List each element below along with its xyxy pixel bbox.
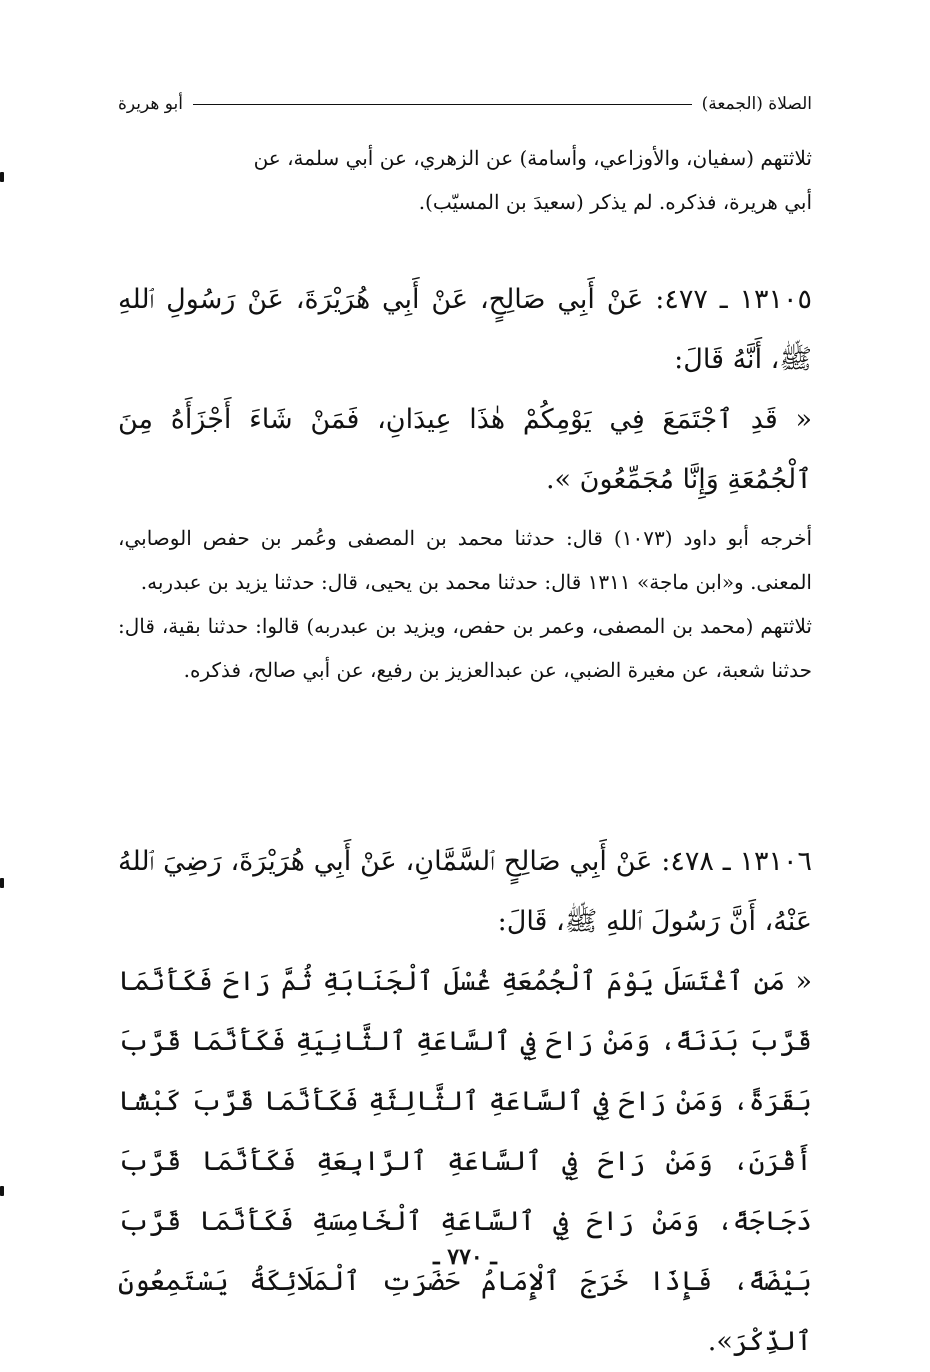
hadith-13106 xyxy=(118,832,812,1372)
scan-edge-mark xyxy=(0,878,4,888)
hadith-13106-isnad: ١٣١٠٦ ـ ٤٧٨: عَنْ أَبِي صَالِحٍ ٱلسَّمَّانِ، عَنْ أَبِي هُرَيْرَةَ، رَضِيَ ٱللهُ عَنْهُ، أَنَّ رَسُولَ ٱللهِ ﷺ، قَالَ: xyxy=(118,846,812,937)
hadith-13105-isnad: ١٣١٠٥ ـ ٤٧٧: عَنْ أَبِي صَالِحٍ، عَنْ أَبِي هُرَيْرَةَ، عَنْ رَسُولِ ٱللهِ ﷺ، أَنَّهُ قَالَ: xyxy=(118,284,813,375)
scan-edge-mark xyxy=(0,172,4,182)
header-rule xyxy=(193,104,692,105)
intro-paragraph xyxy=(118,136,812,224)
intro-line-1: ثلاثتهم (سفيان، والأوزاعي، وأسامة) عن الزهري، عن أبي سلمة، عن xyxy=(253,146,812,170)
scan-edge-mark xyxy=(0,1186,4,1196)
takhrij-13105 xyxy=(118,516,812,692)
intro-line-2: أبي هريرة، فذكره. لم يذكر (سعيدَ بن المسيّب). xyxy=(418,190,812,214)
hadith-13105 xyxy=(118,270,812,510)
header-chapter-title: الصلاة (الجمعة) xyxy=(701,94,812,114)
takhrij-13105-para-2: ثلاثتهم (محمد بن المصفى، وعمر بن حفص، ويزيد بن عبدربه) قالوا: حدثنا بقية، قال: حدثنا شعبة، عن مغيرة الضبي، عن عبدالعزيز بن رفيع، عن أبي صالح، فذكره. xyxy=(118,614,812,682)
hadith-13105-matn: « قَدِ ٱجْتَمَعَ فِي يَوْمِكُمْ هٰذَا عِيدَانِ، فَمَنْ شَاءَ أَجْزَأَهُ مِنَ ٱلْجُمُعَةِ وَإِنَّا مُجَمِّعُونَ ». xyxy=(118,404,812,495)
page-number: ـ ٧٧٠ ـ xyxy=(433,1244,497,1270)
takhrij-13105-para-1: أخرجه أبو داود (١٠٧٣) قال: حدثنا محمد بن المصفى وعُمر بن حفص الوصابي، المعنى. و«ابن ماجة» ١٣١١ قال: حدثنا محمد بن يحيى، قال: حدثنا يزيد بن عبدربه. xyxy=(118,526,812,594)
header-narrator-name: أبو هريرة xyxy=(118,94,184,114)
running-header xyxy=(118,88,812,120)
hadith-13106-matn: « مَنِ ٱغْتَسَلَ يَوْمَ ٱلْجُمُعَةِ غُسْلَ ٱلْجَنَابَةِ ثُمَّ رَاحَ فَكَأَنَّمَا قَرَّبَ بَدَنَةً، وَمَنْ رَاحَ فِي ٱلسَّاعَةِ ٱلثَّانِيَةِ فَكَأَنَّمَا قَرَّبَ بَقَرَةً، وَمَنْ رَاحَ فِي ٱلسَّاعَةِ ٱلثَّالِثَةِ فَكَأَنَّمَا قَرَّبَ كَبْشًا أَقْرَنَ، وَمَنْ رَاحَ فِي ٱلسَّاعَةِ ٱلرَّابِعَةِ فَكَأَنَّمَا قَرَّبَ دَجَاجَةً، وَمَنْ رَاحَ فِي ٱلسَّاعَةِ ٱلْخَامِسَةِ فَكَأَنَّمَا قَرَّبَ بَيْضَةً، فَإِذَا خَرَجَ ٱلْإِمَامُ حَضَرَتِ ٱلْمَلَائِكَةُ يَسْتَمِعُونَ ٱلذِّكْرَ». xyxy=(118,966,812,1357)
